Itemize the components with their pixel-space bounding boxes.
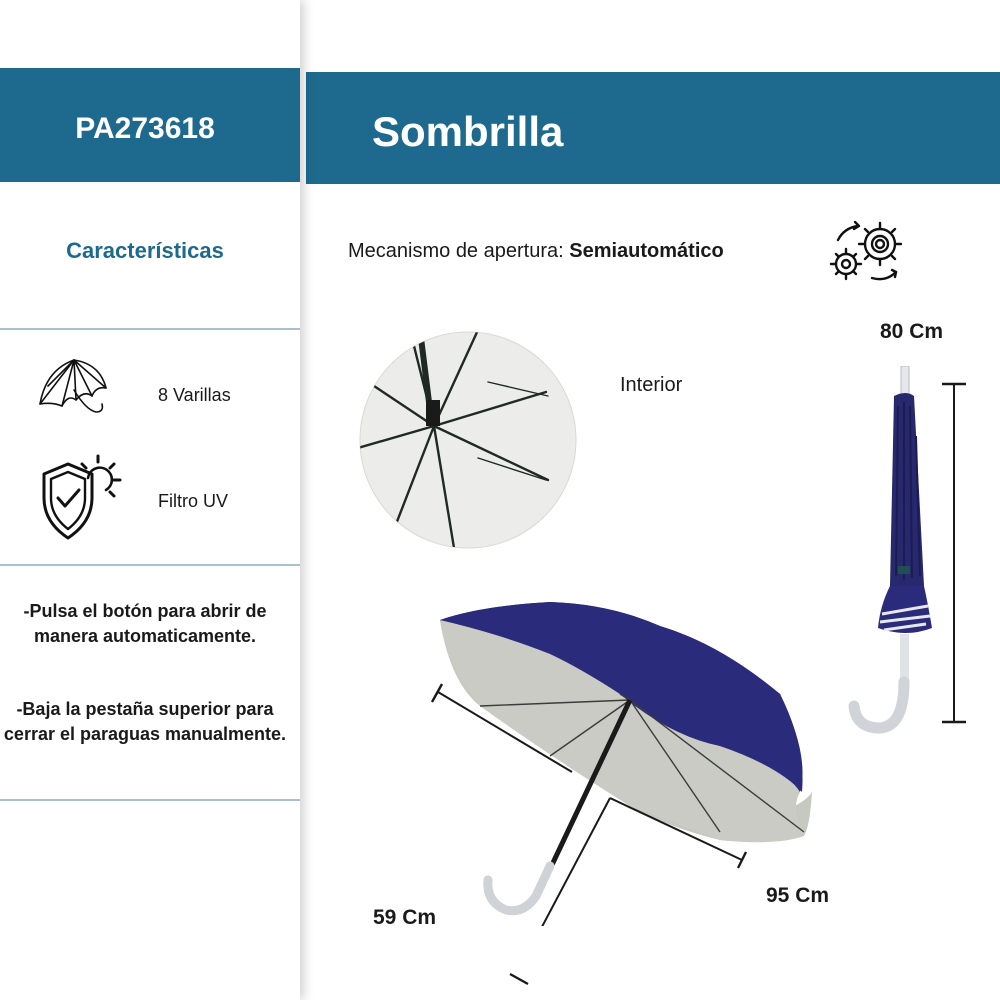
feature-uv-label: Filtro UV: [158, 491, 229, 511]
closed-length-label: 80 Cm: [880, 320, 944, 343]
instruction-open: -Pulsa el botón para abrir de manera automaticamente.: [23, 601, 267, 646]
feature-ribs-label: 8 Varillas: [158, 385, 231, 405]
mechanism-value: Semiautomático: [569, 240, 724, 262]
divider: [0, 564, 300, 566]
interior-label: Interior: [620, 374, 683, 396]
uv-shield-icon: [34, 452, 126, 544]
divider: [0, 328, 300, 330]
diameter-label: 95 Cm: [766, 884, 830, 907]
instruction-close: -Baja la pestaña superior para cerrar el paraguas manualmente.: [3, 699, 287, 744]
shaft-length-label: 59 Cm: [373, 906, 437, 929]
umbrella-ribs-icon: [34, 350, 110, 426]
mechanism-text: [348, 240, 724, 263]
divider: [0, 799, 300, 801]
open-umbrella-photo: [420, 596, 820, 926]
gears-icon: [828, 218, 908, 288]
features-heading: Características: [66, 238, 224, 263]
page-title: Sombrilla: [372, 108, 564, 155]
shaft-dimension-end: [504, 960, 534, 990]
interior-photo: [358, 330, 578, 550]
closed-umbrella-photo: [840, 366, 970, 746]
mechanism-label: Mecanismo de apertura:: [348, 240, 564, 262]
product-code: PA273618: [75, 112, 215, 145]
